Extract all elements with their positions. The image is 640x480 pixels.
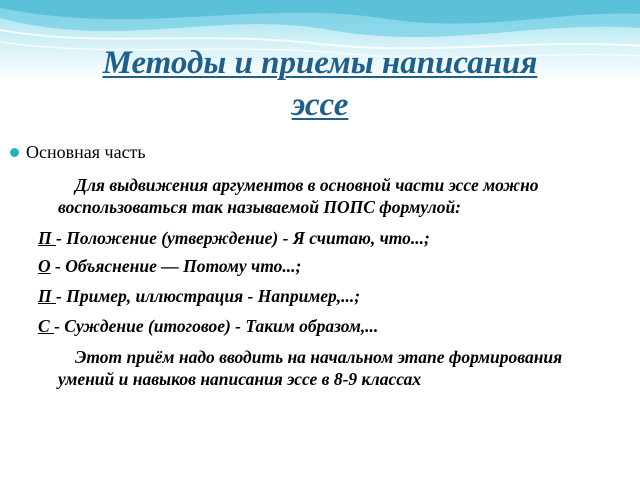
popc-text: - Объяснение — Потому что...; <box>50 256 302 276</box>
intro-paragraph: Для выдвижения аргументов в основной части эссе можно воспользоваться так называемой ПОПС формулой: <box>58 175 539 217</box>
popc-text: - Положение (утверждение) - Я считаю, что...; <box>56 228 430 248</box>
popc-line-1 <box>38 228 430 249</box>
conclusion-paragraph: Этот приём надо вводить на начальном этапе формирования умений и навыков написания эссе в 8-9 классах <box>58 347 563 389</box>
bullet-text: Основная часть <box>26 142 146 162</box>
bullet-dot-icon <box>10 148 19 157</box>
popc-text: - Пример, иллюстрация - Например,...; <box>56 286 361 306</box>
popc-line-3 <box>38 286 360 307</box>
popc-letter: О <box>38 256 51 276</box>
slide-title <box>0 42 640 126</box>
title-line-1: Методы и приемы написания <box>102 45 538 81</box>
popc-letter: С <box>38 316 55 336</box>
popc-text: - Суждение (итоговое) - Таким образом,... <box>54 316 379 336</box>
title-line-2: эссе <box>291 87 349 123</box>
popc-line-4 <box>38 316 378 337</box>
popc-line-2 <box>38 256 301 277</box>
popc-letter: П <box>38 228 56 248</box>
popc-letter: П <box>38 286 56 306</box>
